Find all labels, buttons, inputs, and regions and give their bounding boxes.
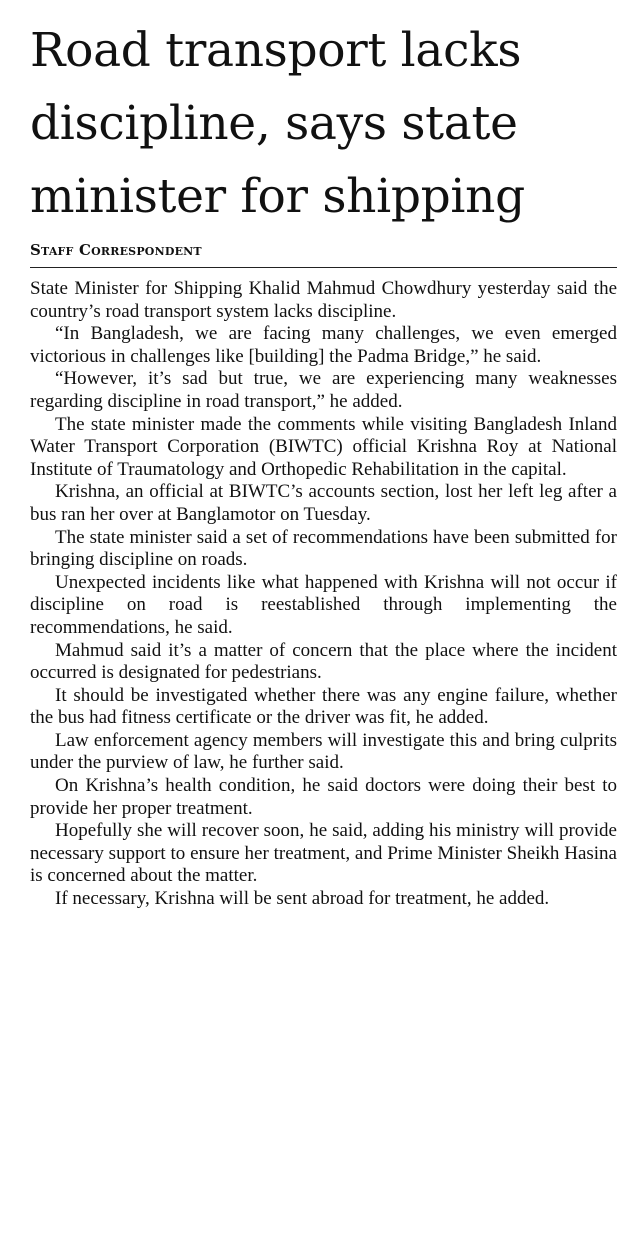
paragraph: The state minister made the comments while visiting Bangladesh Inland Water Transport Corporation (BIWTC) official Krishna Roy at National Institute of Traumatology and Orthopedic Rehabilitation in the capital. xyxy=(30,413,617,480)
paragraph: The state minister said a set of recommendations have been submitted for bringing discipline on roads. xyxy=(30,526,617,571)
headline-line: discipline, says state xyxy=(30,96,518,151)
paragraph: On Krishna’s health condition, he said doctors were doing their best to provide her proper treatment. xyxy=(30,775,617,819)
paragraph: It should be investigated whether there was any engine failure, whether the bus had fitness certificate or the driver was fit, he added. xyxy=(30,684,617,729)
paragraph: If necessary, Krishna will be sent abroad for treatment, he added. xyxy=(55,888,550,910)
paragraph: Krishna, an official at BIWTC’s accounts section, lost her left leg after a bus ran her over at Banglamotor on Tuesday. xyxy=(30,481,617,525)
paragraph: Law enforcement agency members will investigate this and bring culprits under the purview of law, he further said. xyxy=(30,729,617,774)
article-body xyxy=(30,278,617,911)
news-article xyxy=(30,0,617,911)
paragraph: “In Bangladesh, we are facing many challenges, we even emerged victorious in challenges like [building] the Padma Bridge,” he said. xyxy=(30,323,617,367)
paragraph: Hopefully she will recover soon, he said, adding his ministry will provide necessary support to ensure her treatment, and Prime Minister Sheikh Hasina is concerned about the matter. xyxy=(30,820,617,887)
headline xyxy=(30,14,617,233)
paragraph: Mahmud said it’s a matter of concern that the place where the incident occurred is designated for pedestrians. xyxy=(30,639,617,684)
byline: Staff Correspondent xyxy=(30,241,202,259)
byline-divider xyxy=(30,267,617,268)
paragraph: State Minister for Shipping Khalid Mahmud Chowdhury yesterday said the country’s road transport system lacks discipline. xyxy=(30,278,617,322)
headline-line: minister for shipping xyxy=(30,169,525,224)
paragraph: “However, it’s sad but true, we are experiencing many weaknesses regarding discipline in road transport,” he added. xyxy=(30,368,617,412)
paragraph: Unexpected incidents like what happened with Krishna will not occur if discipline on road is reestablished through implementing the recommendations, he said. xyxy=(30,571,617,638)
headline-line: Road transport lacks xyxy=(30,23,522,78)
